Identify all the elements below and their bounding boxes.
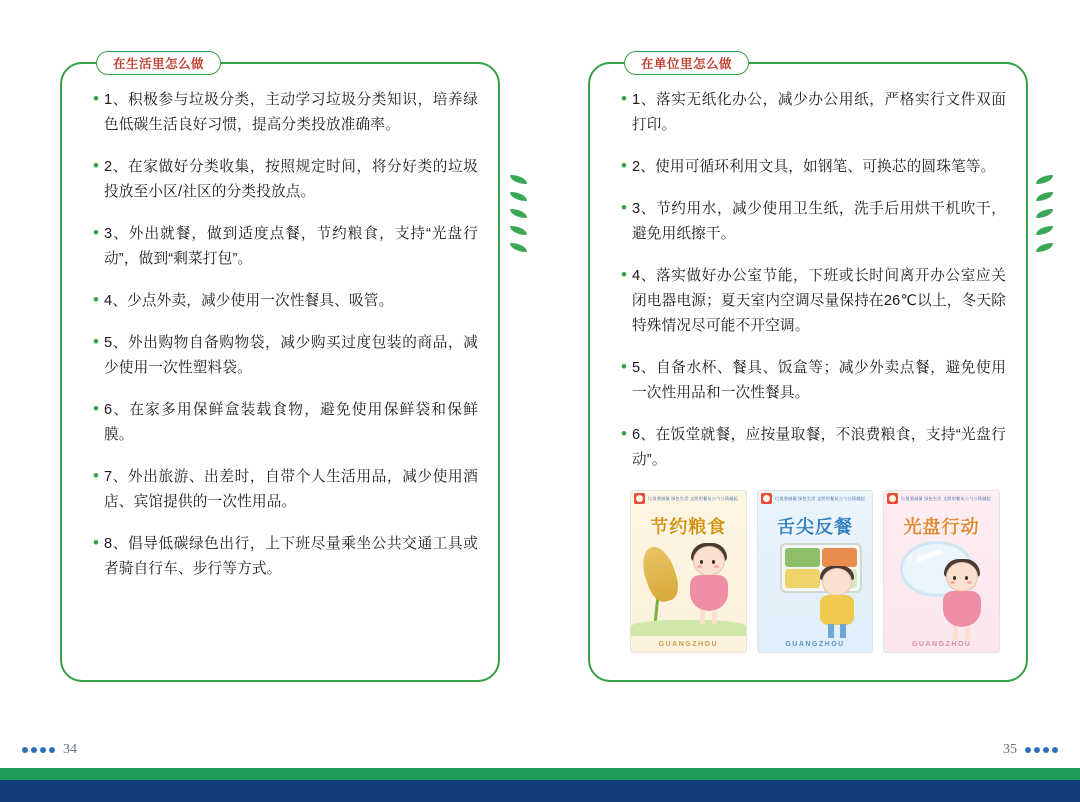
list-item [84,155,478,205]
list-item [84,465,478,515]
content-panel-right [588,57,1028,682]
poster-image [630,490,747,653]
bullet-icon: • [621,424,627,443]
poster-gallery [612,490,1006,653]
list-item [84,88,478,138]
bullet-icon: • [621,156,627,175]
list-item [612,155,1006,180]
poster-header [884,491,999,506]
list-item [612,423,1006,473]
list-item [84,532,478,582]
footer-bar-blue [0,780,1080,802]
poster-logo-icon [761,493,772,504]
list-item [612,264,1006,339]
section-tab-left [96,51,221,75]
bullet-icon: • [93,89,99,108]
poster-image [757,490,874,653]
bullet-icon: • [93,399,99,418]
footer-dots-icon [22,747,55,753]
bullet-icon: • [93,156,99,175]
list-item [84,398,478,448]
bullet-icon: • [621,89,627,108]
list-item-text: 6、在家多用保鲜盒装载食物，避免使用保鲜袋和保鲜膜。 [104,402,478,443]
list-item-text: 1、落实无纸化办公，减少办公用纸，严格实行文件双面打印。 [632,92,1006,133]
list-item-text: 6、在饭堂就餐，应按量取餐，不浪费粮食，支持“光盘行动”。 [632,427,1006,468]
list-item-text: 2、使用可循环利用文具，如钢笔、可换芯的圆珠笔等。 [632,159,996,175]
girl-illustration-icon [686,546,732,626]
list-right [612,88,1006,666]
list-item [612,197,1006,247]
poster-header-caption: 垃圾要减量 绿色生活 文明用餐从公勺公筷做起 [648,495,738,501]
poster-image [883,490,1000,653]
list-item-text: 4、少点外卖，减少使用一次性餐具、吸管。 [104,293,394,309]
section-tab-right-label: 在单位里怎么做 [641,57,733,71]
bullet-icon: • [621,357,627,376]
poster-artwork [631,539,746,636]
list-item-text: 3、外出就餐，做到适度点餐，节约粮食，支持“光盘行动”，做到“剩菜打包”。 [104,226,478,267]
poster-header-caption: 垃圾要减量 绿色生活 文明用餐从公勺公筷做起 [901,495,992,501]
section-tab-right [624,51,749,75]
list-item [612,88,1006,138]
poster-header-caption: 垃圾要减量 绿色生活 文明用餐从公勺公筷做起 [774,495,865,501]
list-item-text: 4、落实做好办公室节能，下班或长时间离开办公室应关闭电器电源；夏天室内空调尽量保持在26℃以上，冬天除特殊情况尽可能不开空调。 [632,268,1006,334]
page-footer-left [22,742,77,758]
poster-logo-icon [634,493,645,504]
page-number: 35 [1003,742,1017,757]
girl-illustration-icon [939,562,985,642]
footer-bar-green [0,768,1080,780]
page-number: 34 [63,742,77,757]
content-panel-left [60,57,500,682]
page-right [540,0,1080,802]
bullet-icon: • [93,466,99,485]
poster-footer: GUANGZHOU [658,641,719,648]
list-item-text: 2、在家做好分类收集，按照规定时间，将分好类的垃圾投放至小区/社区的分类投放点。 [104,159,478,200]
list-item-text: 5、外出购物自备购物袋，减少购买过度包装的商品，减少使用一次性塑料袋。 [104,335,478,376]
poster-title: 舌尖反餐 [777,517,853,537]
list-item-text: 3、节约用水，减少使用卫生纸，洗手后用烘干机吹干，避免用纸擦干。 [632,201,1006,242]
bullet-icon: • [93,223,99,242]
poster-logo-icon [887,493,898,504]
poster-header [758,491,873,506]
bullet-icon: • [93,533,99,552]
bullet-icon: • [621,198,627,217]
list-item [84,331,478,381]
footer-dots-icon [1025,747,1058,753]
bullet-icon: • [93,290,99,309]
bullet-icon: • [621,265,627,284]
boy-illustration-icon [816,568,860,640]
poster-footer: GUANGZHOU [911,641,972,648]
poster-header [631,491,746,506]
leaf-decoration-icon [1036,175,1058,265]
leaf-decoration-icon [510,175,532,265]
section-tab-left-label: 在生活里怎么做 [113,57,205,71]
list-item-text: 1、积极参与垃圾分类，主动学习垃圾分类知识，培养绿色低碳生活良好习惯，提高分类投放准确率。 [104,92,478,133]
list-item [612,356,1006,406]
list-item [84,222,478,272]
bullet-icon: • [93,332,99,351]
poster-title: 节约粮食 [650,517,727,537]
page-footer-right [1003,742,1058,758]
list-item-text: 5、自备水杯、餐具、饭盒等；减少外卖点餐，避免使用一次性用品和一次性餐具。 [632,360,1006,401]
poster-title: 光盘行动 [903,517,980,537]
list-item-text: 7、外出旅游、出差时，自带个人生活用品，减少使用酒店、宾馆提供的一次性用品。 [104,469,478,510]
list-item-text: 8、倡导低碳绿色出行，上下班尽量乘坐公共交通工具或者骑自行车、步行等方式。 [104,536,478,577]
list-left [84,88,478,666]
poster-footer: GUANGZHOU [785,641,845,648]
list-item [84,289,478,314]
